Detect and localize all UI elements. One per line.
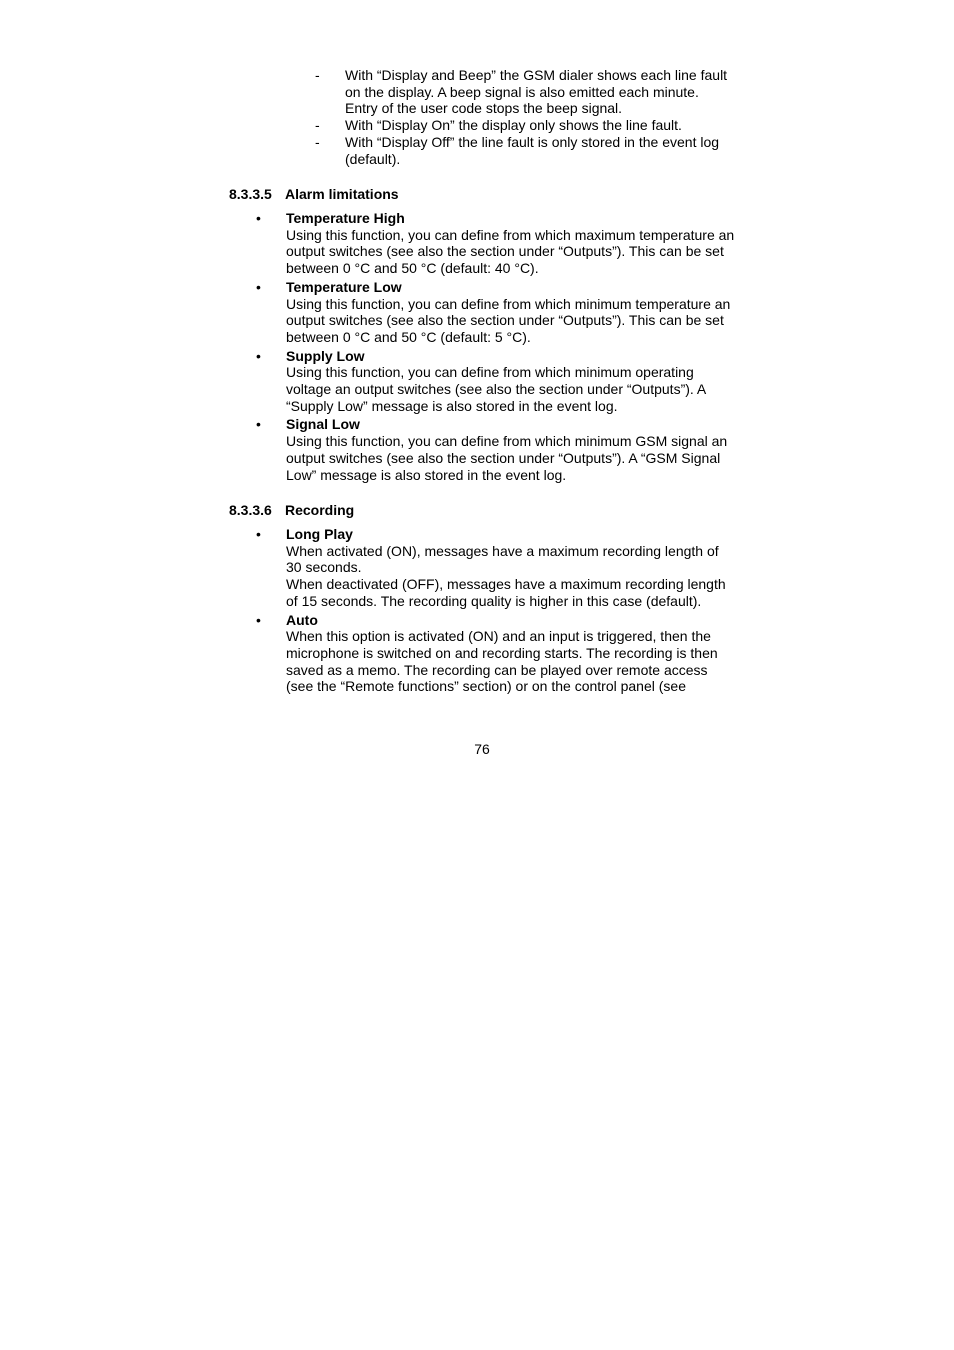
item-description: When this option is activated (ON) and an input is triggered, then the microphone is switched on and recording starts. The recording is then saved as a memo. The recording can be played over remote access (see the “Remote functions” section) or on the control panel (see [286,628,718,695]
item-description: When deactivated (OFF), messages have a maximum recording length of 15 seconds. The recording quality is higher in this case (default). [286,576,726,609]
list-item-signal-low [256,416,736,483]
item-title: Long Play [286,526,353,542]
list-item-text: With “Display Off” the line fault is only stored in the event log (default). [345,133,720,167]
display-mode-list [314,67,734,167]
bullet-icon: • [256,416,261,433]
section-number: 8.3.3.5 [229,186,272,202]
item-description: Using this function, you can define from which maximum temperature an output switches (see also the section under “Outputs”). This can be set between 0 °C and 50 °C (default: 40 °C). [286,226,735,277]
bullet-icon: • [256,210,261,226]
bullet-icon: • [256,526,261,542]
section-heading-recording [229,502,354,519]
bullet-icon: • [256,611,261,628]
section-title: Recording [285,502,355,518]
item-description: Using this function, you can define from which minimum operating voltage an output switches (see also the section under “Outputs”). A “Supply Low” message is also stored in the event log. [286,364,706,414]
section-number: 8.3.3.6 [229,502,272,518]
item-title: Supply Low [286,347,365,364]
list-item-supply-low [256,348,736,415]
bullet-icon: • [256,347,261,364]
section-title: Alarm limitations [285,186,399,202]
list-item-long-play [256,526,736,610]
list-item [314,117,734,134]
bullet-icon: • [256,278,261,295]
page-number: 76 [474,741,490,757]
list-item-temperature-low [256,279,736,346]
dash-marker: - [315,117,320,134]
item-title: Auto [286,611,318,628]
section-heading-alarm-limitations [229,186,399,203]
list-item-temperature-high [256,210,736,277]
dash-marker: - [315,133,320,150]
item-description: Using this function, you can define from which minimum GSM signal an output switches (see also the section under “Outputs”). A “GSM Signal Low” message is also stored in the event log. [286,433,728,483]
list-item [314,134,734,167]
alarm-limitations-list [256,210,736,485]
item-title: Signal Low [286,416,360,433]
item-title: Temperature High [286,210,405,226]
recording-list [256,526,736,697]
item-title: Temperature Low [286,278,402,295]
dash-marker: - [315,67,320,83]
item-description: When activated (ON), messages have a maximum recording length of 30 seconds. [286,542,719,576]
list-item [314,67,734,117]
list-item-text: With “Display and Beep” the GSM dialer shows each line fault on the display. A beep signal is also emitted each minute. Entry of the user code stops the beep signal. [345,67,728,117]
list-item-auto [256,612,736,696]
list-item-text: With “Display On” the display only shows the line fault. [345,117,682,134]
item-description: Using this function, you can define from which minimum temperature an output switches (see also the section under “Outputs”). This can be set between 0 °C and 50 °C (default: 5 °C). [286,295,731,345]
